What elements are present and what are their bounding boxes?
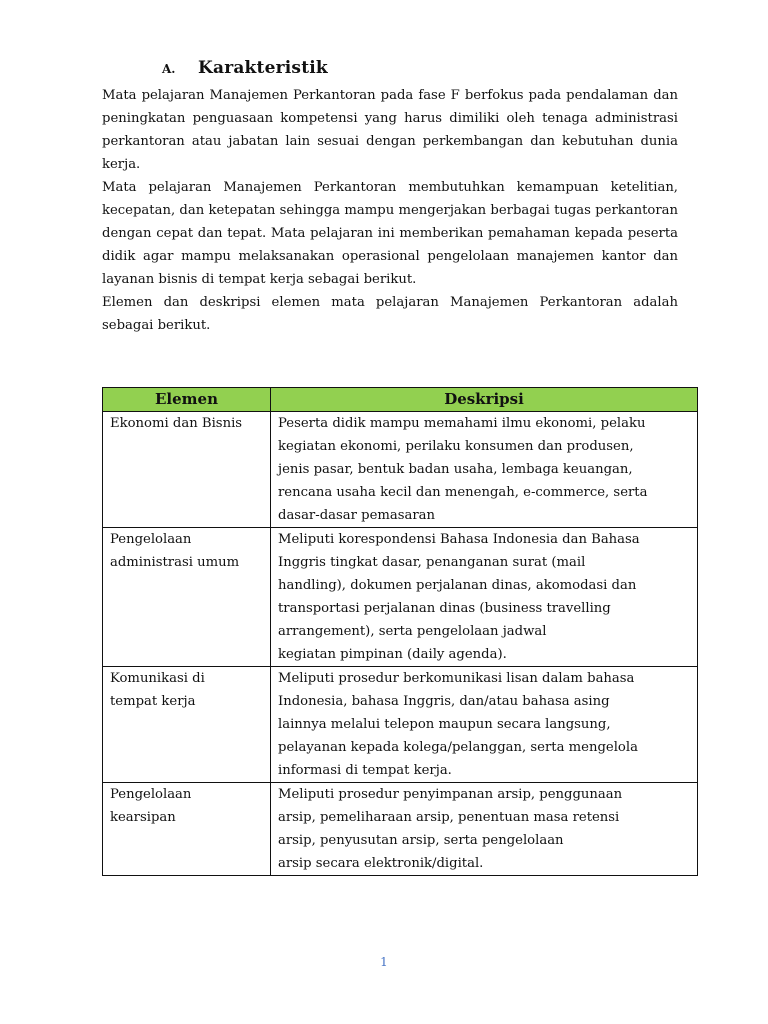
cell-line: Pengelolaan bbox=[110, 787, 192, 802]
cell-deskripsi bbox=[271, 783, 698, 876]
table-header-row bbox=[103, 388, 698, 412]
paragraph: Mata pelajaran Manajemen Perkantoran pada fase F berfokus pada pendalaman dan peningkatan penguasaan kompetensi yang harus dimiliki oleh tenaga administrasi perkantoran atau jabatan lain sesuai dengan perkembangan dan kebutuhan dunia kerja. bbox=[102, 88, 678, 172]
cell-elemen bbox=[103, 783, 271, 876]
header-elemen: Elemen bbox=[103, 388, 271, 412]
cell-deskripsi bbox=[271, 412, 698, 528]
cell-line: kegiatan pimpinan (daily agenda). bbox=[278, 647, 507, 662]
cell-line: jenis pasar, bentuk badan usaha, lembaga keuangan, bbox=[278, 462, 633, 477]
cell-line: Meliputi korespondensi Bahasa Indonesia dan Bahasa bbox=[278, 532, 640, 547]
section-title: Karakteristik bbox=[198, 58, 328, 78]
table-row bbox=[103, 528, 698, 667]
cell-line: tempat kerja bbox=[110, 694, 196, 709]
cell-line: Pengelolaan bbox=[110, 532, 192, 547]
cell-line: arsip secara elektronik/digital. bbox=[278, 856, 484, 871]
section-heading bbox=[162, 58, 328, 78]
section-letter: A. bbox=[162, 62, 176, 76]
cell-line: rencana usaha kecil dan menengah, e-commerce, serta bbox=[278, 485, 648, 500]
cell-line: Ekonomi dan Bisnis bbox=[110, 416, 243, 431]
cell-line: lainnya melalui telepon maupun secara langsung, bbox=[278, 717, 611, 732]
table-row bbox=[103, 667, 698, 783]
cell-deskripsi bbox=[271, 667, 698, 783]
cell-line: Peserta didik mampu memahami ilmu ekonomi, pelaku bbox=[278, 416, 646, 431]
cell-elemen bbox=[103, 528, 271, 667]
cell-line: arsip, penyusutan arsip, serta pengelolaan bbox=[278, 833, 564, 848]
cell-line: administrasi umum bbox=[110, 555, 240, 570]
cell-line: pelayanan kepada kolega/pelanggan, serta mengelola bbox=[278, 740, 638, 755]
cell-line: Inggris tingkat dasar, penanganan surat (mail bbox=[278, 555, 586, 570]
cell-line: Indonesia, bahasa Inggris, dan/atau bahasa asing bbox=[278, 694, 610, 709]
cell-line: handling), dokumen perjalanan dinas, akomodasi dan bbox=[278, 578, 637, 593]
paragraph: Mata pelajaran Manajemen Perkantoran membutuhkan kemampuan ketelitian, kecepatan, dan ketepatan sehingga mampu mengerjakan berbagai tugas perkantoran dengan cepat dan tepat. Mata pelajaran ini memberikan pemahaman kepada peserta didik agar mampu melaksanakan operasional pengelolaan manajemen kantor dan layanan bisnis di tempat kerja sebagai berikut. bbox=[102, 180, 678, 287]
cell-line: kearsipan bbox=[110, 810, 176, 825]
cell-line: arsip, pemeliharaan arsip, penentuan masa retensi bbox=[278, 810, 620, 825]
cell-line: Komunikasi di bbox=[110, 671, 205, 686]
cell-elemen bbox=[103, 667, 271, 783]
cell-line: dasar-dasar pemasaran bbox=[278, 508, 436, 523]
cell-line: Meliputi prosedur penyimpanan arsip, penggunaan bbox=[278, 787, 623, 802]
cell-line: transportasi perjalanan dinas (business travelling bbox=[278, 601, 611, 616]
cell-line: arrangement), serta pengelolaan jadwal bbox=[278, 624, 547, 639]
cell-line: informasi di tempat kerja. bbox=[278, 763, 452, 778]
header-deskripsi: Deskripsi bbox=[271, 388, 698, 412]
cell-line: Meliputi prosedur berkomunikasi lisan dalam bahasa bbox=[278, 671, 635, 686]
elemen-table bbox=[102, 387, 698, 876]
table-row bbox=[103, 783, 698, 876]
paragraph: Elemen dan deskripsi elemen mata pelajaran Manajemen Perkantoran adalah sebagai berikut. bbox=[102, 295, 678, 333]
body-text bbox=[102, 84, 678, 337]
cell-elemen bbox=[103, 412, 271, 528]
cell-deskripsi bbox=[271, 528, 698, 667]
table-row bbox=[103, 412, 698, 528]
page-number: 1 bbox=[380, 955, 388, 969]
cell-line: kegiatan ekonomi, perilaku konsumen dan produsen, bbox=[278, 439, 634, 454]
